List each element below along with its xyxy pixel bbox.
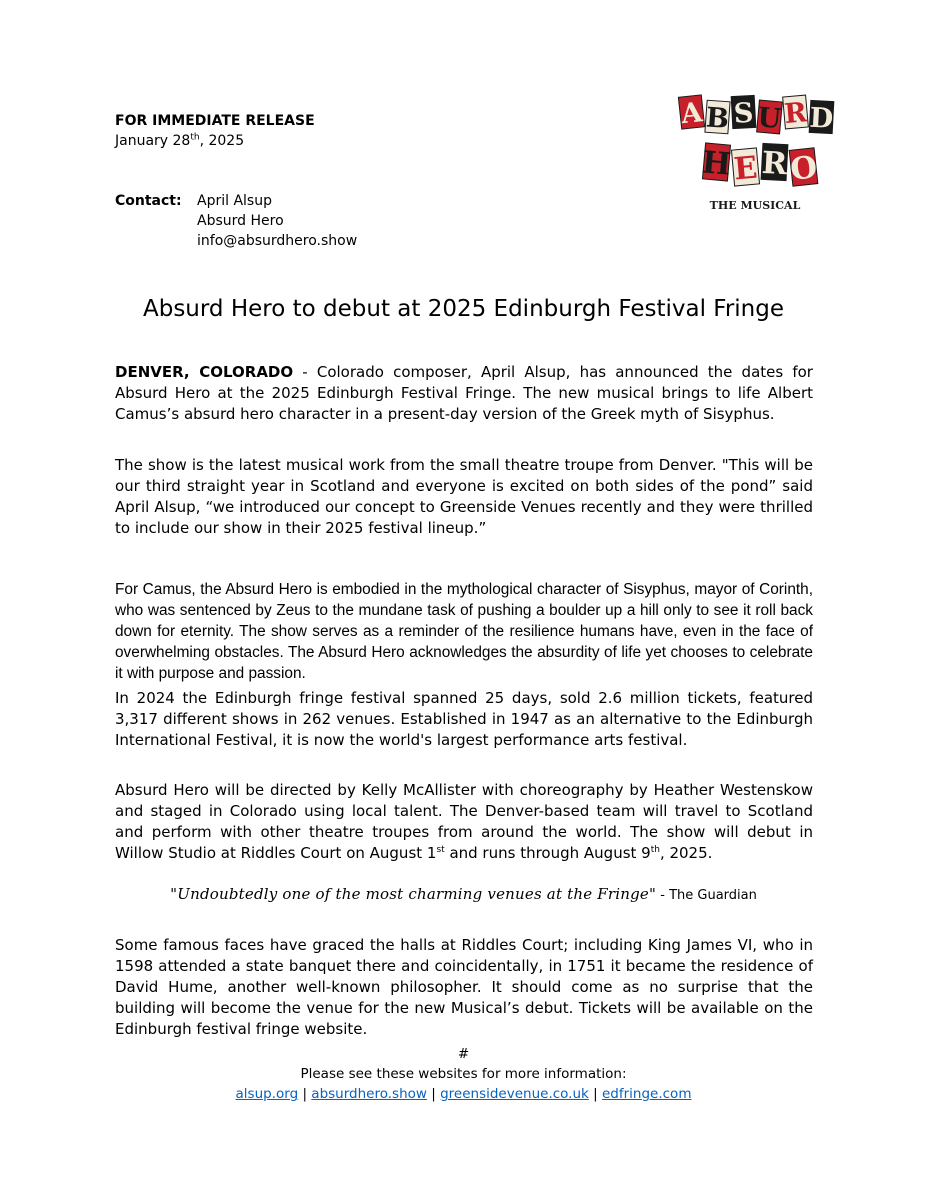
contact-email: info@absurdhero.show [197,233,358,249]
paragraph-3: For Camus, the Absurd Hero is embodied in the mythological character of Sisyphus, mayor of Corinth, who was sentenced by Zeus to the mundane task of pushing a boulder up a hill only to see it roll back down for eternity. The show serves as a reminder of the resilience humans have, even in the face of overwhelming obstacles. The Absurd Hero acknowledges the absurdity of life yet chooses to celebrate it with purpose and passion. [115,581,813,682]
footer-links: alsup.org | absurdhero.show | greensidevenue.co.uk | edfringe.com [235,1086,692,1102]
absurd-hero-logo [676,80,838,215]
logo-letter [700,143,732,183]
release-date: January 28th, 2025 [115,132,245,149]
logo-letter [788,148,818,188]
quote-text: "Undoubtedly one of the most charming venues at the Fringe" [170,885,657,903]
footer-hash: # [457,1046,470,1062]
logo-word-hero [700,143,818,188]
pull-quote [0,882,927,908]
paragraph-1: DENVER, COLORADO - Colorado composer, April Alsup, has announced the dates for Absurd Hero at the 2025 Edinburgh Festival Fringe. The new musical brings to life Albert Camus’s absurd hero character in a present-day version of the Greek myth of Sisyphus. [115,363,813,423]
logo-letter [731,95,756,129]
contact-name: April Alsup [197,193,272,209]
svg-text:E: E [732,149,759,188]
svg-text:D: D [808,101,835,135]
paragraph-4: In 2024 the Edinburgh fringe festival spanned 25 days, sold 2.6 million tickets, featured 3,317 different shows in 262 venues. Established in 1947 as an alternative to the Edinburgh International Festival, it is now the world's largest performance arts festival. [115,689,813,749]
headline: Absurd Hero to debut at 2025 Edinburgh Festival Fringe [142,296,785,322]
paragraph-5: Absurd Hero will be directed by Kelly McAllister with choreography by Heather Westenskow and staged in Colorado using local talent. The Denver-based team will travel to Scotland and perform with other theatre troupes from around the world. The show will debut in Willow Studio at Riddles Court on August 1st and runs through August 9th, 2025. [115,781,813,862]
logo-word-absurd [678,95,834,135]
svg-text:R: R [782,96,809,131]
logo-letter [761,143,789,182]
contact-label: Contact: [115,193,182,209]
footer [0,1044,927,1104]
svg-text:R: R [760,144,789,183]
svg-text:S: S [732,96,755,130]
logo-letter [783,95,809,130]
svg-text:B: B [704,101,730,135]
link-greenside[interactable]: greensidevenue.co.uk [440,1086,589,1102]
svg-text:U: U [756,101,783,136]
logo-letter [756,100,783,135]
logo-subtitle: THE MUSICAL [709,199,801,212]
svg-text:H: H [700,144,733,183]
contact-org: Absurd Hero [197,213,284,229]
logo-letter [705,100,730,135]
quote-source: - The Guardian [656,888,757,903]
logo-letter [678,95,704,130]
link-edfringe[interactable]: edfringe.com [601,1086,692,1102]
svg-text:O: O [788,149,819,188]
link-alsup[interactable]: alsup.org [235,1086,299,1102]
logo-letter [731,148,759,188]
link-absurdhero[interactable]: absurdhero.show [311,1086,427,1102]
release-header [115,111,315,151]
logo-letter [809,100,834,134]
svg-text:A: A [679,96,704,131]
release-label: FOR IMMEDIATE RELEASE [115,113,315,129]
paragraph-7: Some famous faces have graced the halls at Riddles Court; including King James VI, who in 1598 attended a state banquet there and coincidentally, in 1751 it became the residence of David Hume, another well-known philosopher. It should come as no surprise that the building will become the venue for the new Musical’s debut. Tickets will be available on the Edinburgh festival fringe website. [115,936,813,1038]
paragraph-2: The show is the latest musical work from the small theatre troupe from Denver. "This will be our third straight year in Scotland and everyone is excited on both sides of the pond” said April Alsup, “we introduced our concept to Greenside Venues recently and they were thrilled to include our show in their 2025 festival lineup.” [115,456,813,537]
footer-note: Please see these websites for more information: [300,1066,627,1082]
